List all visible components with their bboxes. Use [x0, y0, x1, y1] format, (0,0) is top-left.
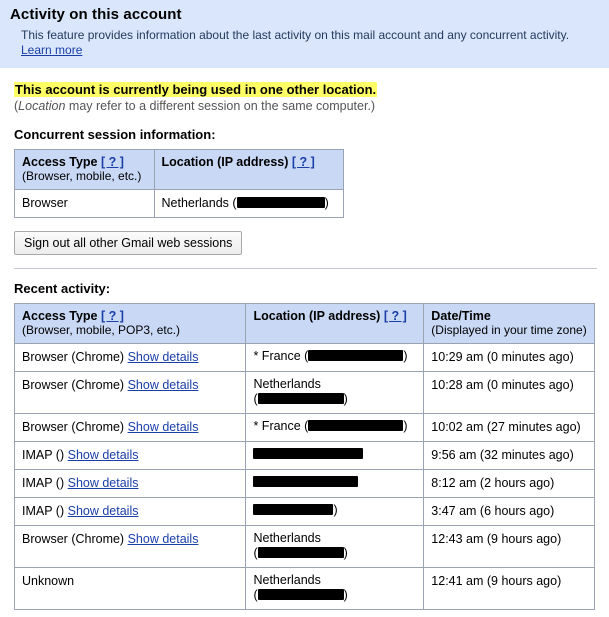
show-details-link[interactable]: Show details	[127, 378, 199, 392]
column-access-type-title: Access Type	[22, 309, 98, 323]
column-datetime-title: Date/Time	[431, 309, 491, 323]
alert-subnote-italic: Location	[18, 99, 66, 113]
concurrent-section-label: Concurrent session information:	[14, 127, 216, 142]
column-location	[154, 150, 343, 190]
redacted-ip	[258, 547, 344, 558]
cell-location	[246, 442, 424, 470]
show-details-link[interactable]: Show details	[67, 448, 139, 462]
help-icon[interactable]: [ ? ]	[291, 155, 315, 169]
redacted-ip	[258, 393, 344, 404]
redacted-ip	[237, 197, 325, 208]
show-details-link[interactable]: Show details	[67, 504, 139, 518]
cell-access-type: Browser (Chrome) Show details	[15, 344, 246, 372]
show-details-link[interactable]: Show details	[127, 420, 199, 434]
table-row	[15, 442, 595, 470]
page-description	[21, 28, 581, 58]
alert-subnote-open: (	[14, 99, 19, 113]
recent-table-body	[15, 344, 595, 610]
page-header	[0, 0, 609, 68]
cell-location: Netherlands ( )	[246, 526, 424, 568]
table-row	[15, 372, 595, 414]
column-access-type	[15, 150, 155, 190]
recent-section-label: Recent activity:	[14, 281, 111, 296]
cell-datetime: 12:43 am (9 hours ago)	[424, 526, 595, 568]
cell-location: Netherlands ( )	[246, 372, 424, 414]
recent-activity-table	[14, 303, 595, 610]
column-datetime-sub: (Displayed in your time zone)	[431, 323, 587, 337]
cell-access-type: IMAP () Show details	[15, 498, 246, 526]
cell-access-type: Browser	[15, 190, 155, 218]
page-body	[0, 68, 609, 610]
cell-datetime: 8:12 am (2 hours ago)	[424, 470, 595, 498]
redacted-ip	[253, 448, 363, 459]
page-title: Activity on this account	[10, 6, 182, 23]
page-description-text: This feature provides information about the last activity on this mail account and any concurrent activity.	[21, 28, 570, 42]
cell-datetime: 3:47 am (6 hours ago)	[424, 498, 595, 526]
cell-location: * France ( )	[246, 344, 424, 372]
column-datetime	[424, 304, 595, 344]
cell-location: Netherlands ( )	[246, 568, 424, 610]
section-divider	[14, 268, 597, 269]
redacted-ip	[308, 350, 403, 361]
cell-location: Netherlands ( )	[154, 190, 343, 218]
cell-location	[246, 470, 424, 498]
alert-text: This account is currently being used in one other location.	[15, 82, 377, 97]
cell-location: )	[246, 498, 424, 526]
learn-more-link[interactable]: Learn more	[21, 43, 83, 57]
show-details-link[interactable]: Show details	[67, 476, 139, 490]
concurrent-table-body	[15, 190, 344, 218]
cell-access-type: IMAP () Show details	[15, 442, 246, 470]
cell-datetime: 10:02 am (27 minutes ago)	[424, 414, 595, 442]
redacted-ip	[258, 589, 344, 600]
alert-banner	[14, 82, 597, 97]
cell-access-type: Browser (Chrome) Show details	[15, 414, 246, 442]
column-access-type	[15, 304, 246, 344]
table-row	[15, 498, 595, 526]
help-icon[interactable]: [ ? ]	[383, 309, 407, 323]
table-row	[15, 526, 595, 568]
sign-out-other-sessions-button[interactable]: Sign out all other Gmail web sessions	[14, 231, 242, 255]
cell-location: * France ( )	[246, 414, 424, 442]
help-icon[interactable]: [ ? ]	[101, 309, 124, 323]
table-row	[15, 568, 595, 610]
show-details-link[interactable]: Show details	[127, 532, 199, 546]
column-access-type-sub: (Browser, mobile, POP3, etc.)	[22, 323, 181, 337]
cell-access-type: Browser (Chrome) Show details	[15, 372, 246, 414]
table-row	[15, 344, 595, 372]
redacted-ip	[308, 420, 403, 431]
cell-datetime: 9:56 am (32 minutes ago)	[424, 442, 595, 470]
table-row	[15, 470, 595, 498]
help-icon[interactable]: [ ? ]	[101, 155, 124, 169]
alert-subnote-rest: may refer to a different session on the same computer.)	[65, 99, 376, 113]
table-row	[15, 190, 344, 218]
column-location-title: Location (IP address)	[161, 155, 289, 169]
cell-datetime: 10:29 am (0 minutes ago)	[424, 344, 595, 372]
table-header-row	[15, 150, 344, 190]
cell-access-type: IMAP () Show details	[15, 470, 246, 498]
cell-datetime: 10:28 am (0 minutes ago)	[424, 372, 595, 414]
concurrent-session-table	[14, 149, 344, 218]
show-details-link[interactable]: Show details	[127, 350, 199, 364]
cell-access-type: Unknown	[15, 568, 246, 610]
column-access-type-title: Access Type	[22, 155, 98, 169]
redacted-ip	[253, 476, 358, 487]
redacted-ip	[253, 504, 333, 515]
cell-access-type: Browser (Chrome) Show details	[15, 526, 246, 568]
column-location-title: Location (IP address)	[253, 309, 381, 323]
table-row	[15, 414, 595, 442]
table-header-row	[15, 304, 595, 344]
column-location	[246, 304, 424, 344]
cell-datetime: 12:41 am (9 hours ago)	[424, 568, 595, 610]
alert-subnote	[14, 99, 597, 113]
column-access-type-sub: (Browser, mobile, etc.)	[22, 169, 142, 183]
